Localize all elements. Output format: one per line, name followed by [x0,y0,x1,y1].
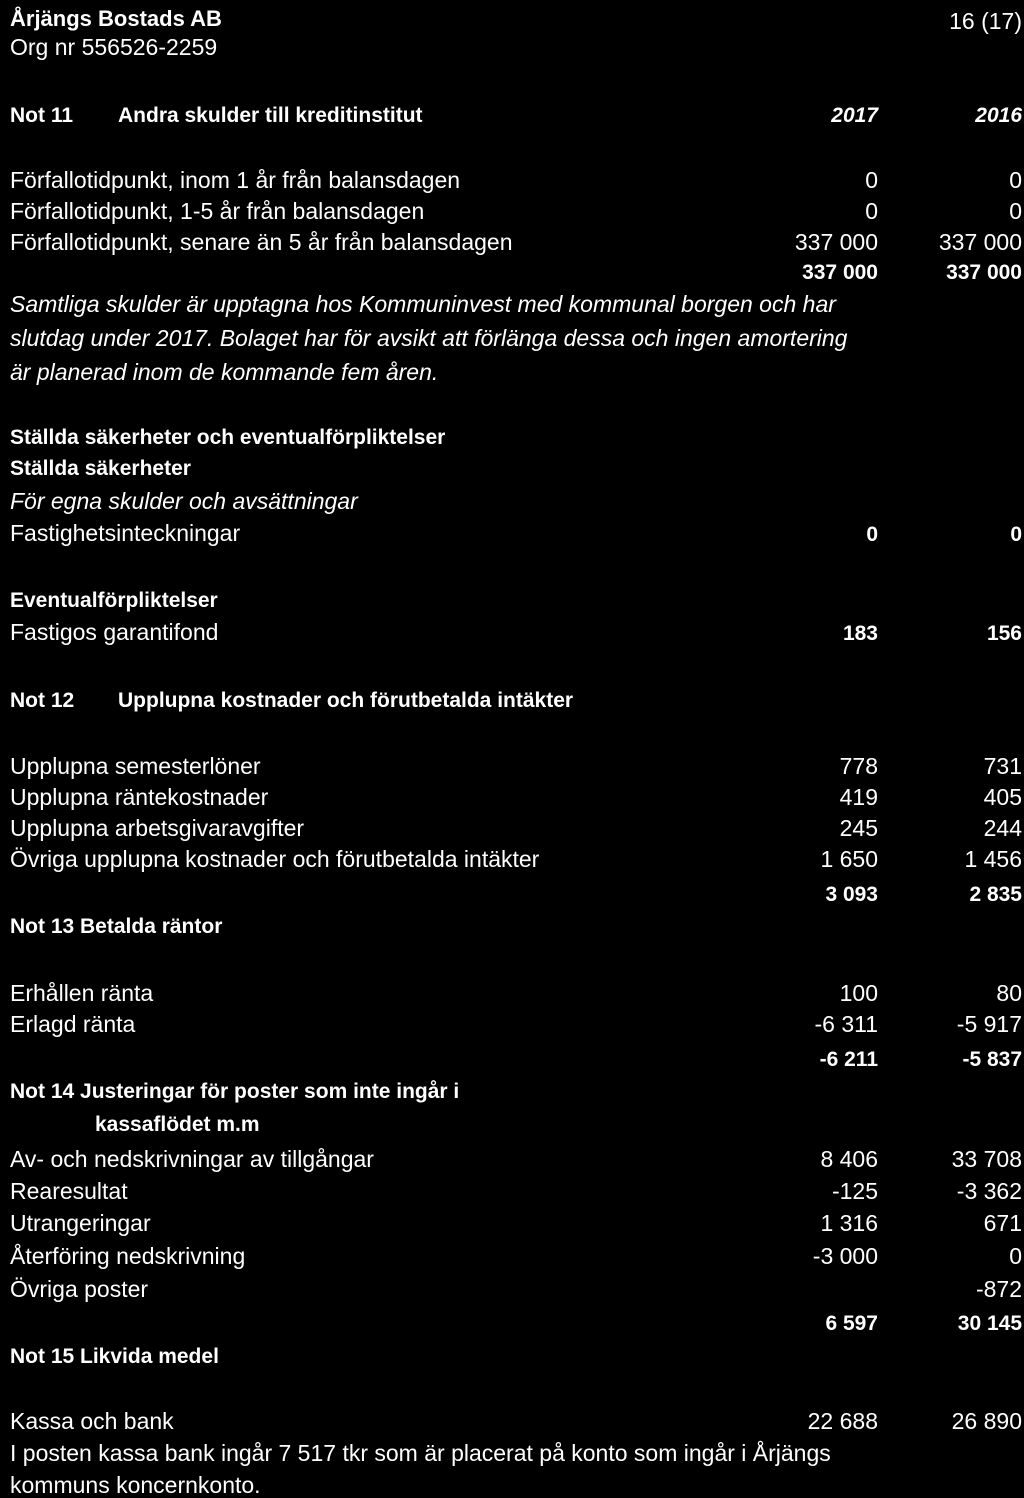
note12-total-2016: 2 835 [969,883,1022,906]
note11-total-2017: 337 000 [802,261,878,284]
note14-row-2017: -125 [831,1178,878,1204]
note14-title-continued: kassaflödet m.m [95,1113,260,1136]
note13-total-2017: -6 211 [819,1048,878,1071]
note11-row-2016: 337 000 [938,229,1022,255]
note12-row-2017: 1 650 [820,846,878,872]
note11-col-2016: 2016 [975,104,1022,127]
note11-col-2017: 2017 [831,104,878,127]
note12-row-2016: 244 [983,815,1022,841]
note14-row-2016: 671 [983,1210,1022,1236]
note14-row-label: Utrangeringar [10,1210,151,1236]
note11-title: Andra skulder till kreditinstitut [118,104,423,127]
contingent-row-2017: 183 [842,622,878,645]
page-number: 16 (17) [949,8,1022,34]
note12-row-label: Upplupna arbetsgivaravgifter [10,815,305,841]
note13-title: Not 13 Betalda räntor [10,915,223,938]
note11-text-line: är planerad inom de kommande fem åren. [10,359,439,385]
contingent-row-2016: 156 [986,622,1022,645]
securities-row-2016: 0 [1010,523,1022,546]
note12-title: Upplupna kostnader och förutbetalda intäkter [118,689,574,712]
note14-row-2017: -3 000 [812,1243,878,1269]
company-name: Årjängs Bostads AB [10,6,222,31]
note14-row-2017: 8 406 [820,1146,878,1172]
note11-row-2017: 0 [865,167,878,193]
note12-label: Not 12 [10,689,75,712]
note11-text-line: Samtliga skulder är upptagna hos Kommuninvest med kommunal borgen och har [10,291,836,317]
note12-row-2016: 731 [983,753,1022,779]
note14-row-2017: 1 316 [820,1210,878,1236]
note14-row-label: Rearesultat [10,1178,128,1204]
note14-total-2017: 6 597 [825,1312,878,1335]
note11-label: Not 11 [10,104,74,127]
note14-row-2016: -872 [975,1276,1022,1302]
note13-row-2017: 100 [839,980,878,1006]
contingent-row-label: Fastigos garantifond [10,619,219,645]
note15-text-line: I posten kassa bank ingår 7 517 tkr som är placerat på konto som ingår i Årjängs [10,1440,831,1466]
contingent-heading: Eventualförpliktelser [10,589,218,612]
note13-total-2016: -5 837 [962,1048,1022,1071]
note14-row-2016: 33 708 [951,1146,1022,1172]
note13-row-label: Erhållen ränta [10,980,154,1006]
note15-title: Not 15 Likvida medel [10,1345,219,1368]
note15-row-2017: 22 688 [807,1408,878,1434]
note12-row-2016: 1 456 [964,846,1022,872]
note13-row-2017: -6 311 [814,1011,878,1037]
note14-row-label: Återföring nedskrivning [10,1243,246,1269]
note12-row-2017: 245 [839,815,878,841]
org-number: Org nr 556526-2259 [10,34,218,60]
securities-row-2017: 0 [866,523,878,546]
note11-total-2016: 337 000 [946,261,1022,284]
securities-heading: Ställda säkerheter och eventualförpliktelser [10,426,446,449]
note14-total-2016: 30 145 [957,1312,1022,1335]
note14-row-2016: 0 [1009,1243,1022,1269]
note12-row-2016: 405 [983,784,1022,810]
note14-title: Not 14 Justeringar för poster som inte ingår i [10,1080,460,1103]
note11-row-2016: 0 [1009,198,1022,224]
note12-row-label: Upplupna semesterlöner [10,753,261,779]
note11-row-label: Förfallotidpunkt, 1-5 år från balansdagen [10,198,425,224]
note12-row-label: Upplupna räntekostnader [10,784,269,810]
note14-row-label: Övriga poster [10,1276,149,1302]
note12-total-2017: 3 093 [825,883,878,906]
note13-row-2016: 80 [996,980,1022,1006]
note14-row-2016: -3 362 [956,1178,1022,1204]
note11-row-label: Förfallotidpunkt, inom 1 år från balansdagen [10,167,461,193]
note11-row-2017: 337 000 [794,229,878,255]
note11-text-line: slutdag under 2017. Bolaget har för avsikt att förlänga dessa och ingen amortering [10,325,848,351]
note13-row-2016: -5 917 [956,1011,1022,1037]
note11-row-2016: 0 [1009,167,1022,193]
note15-row-2016: 26 890 [951,1408,1022,1434]
securities-subheading: Ställda säkerheter [10,457,191,480]
note11-row-label: Förfallotidpunkt, senare än 5 år från balansdagen [10,229,513,255]
note12-row-label: Övriga upplupna kostnader och förutbetalda intäkter [10,846,540,872]
securities-italic-line: För egna skulder och avsättningar [10,488,358,514]
note12-row-2017: 778 [839,753,878,779]
note12-row-2017: 419 [839,784,878,810]
note11-row-2017: 0 [865,198,878,224]
note14-row-label: Av- och nedskrivningar av tillgångar [10,1146,374,1172]
securities-row-label: Fastighetsinteckningar [10,520,241,546]
note15-text-line: kommuns koncernkonto. [10,1472,261,1498]
note13-row-label: Erlagd ränta [10,1011,136,1037]
note15-row-label: Kassa och bank [10,1408,174,1434]
